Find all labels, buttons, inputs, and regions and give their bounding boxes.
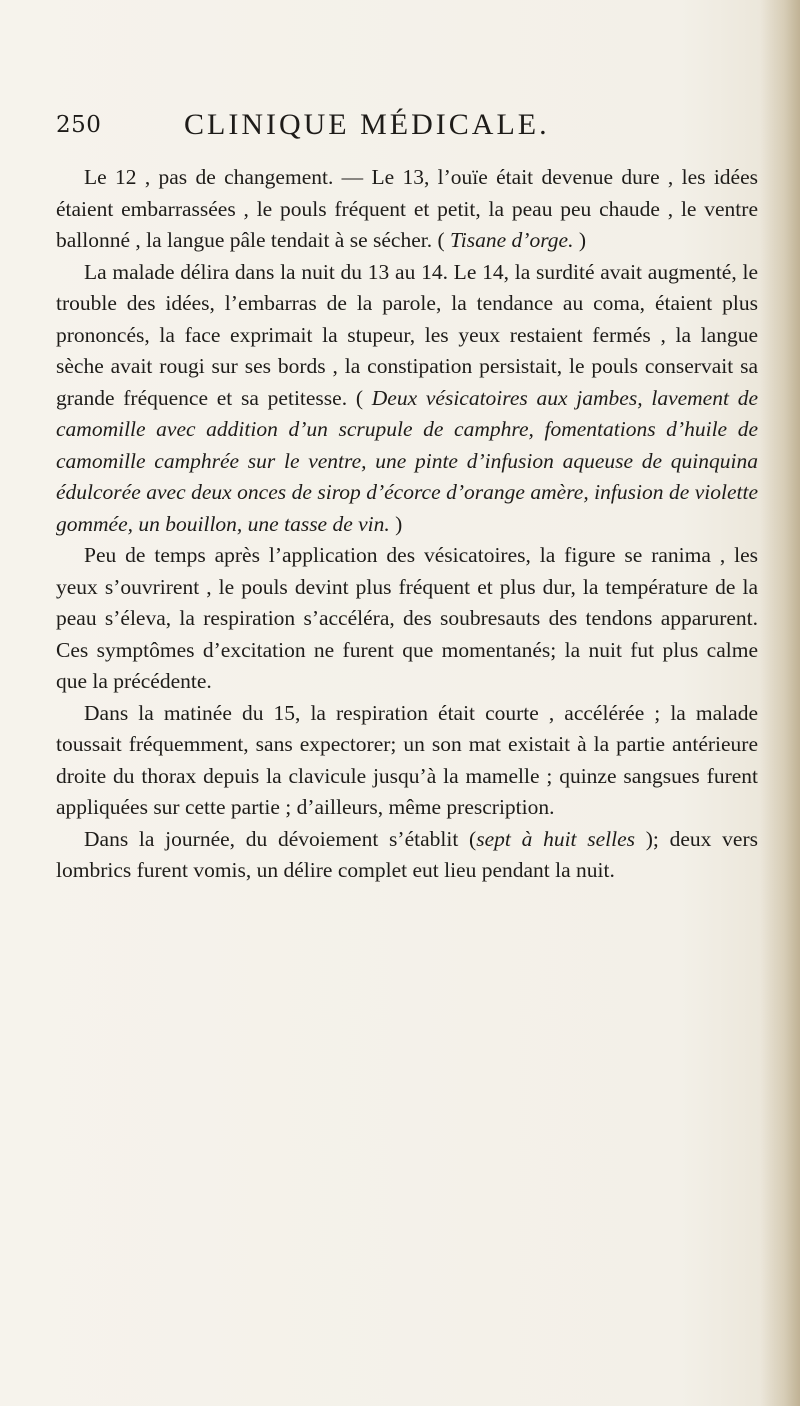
page-header <box>56 108 696 152</box>
italic-prescription: Tisane d’orge. <box>450 228 574 252</box>
italic-prescription: Deux vésicatoires aux jambes, lavement de camomille avec addition d’un scrupule de camphre, fomentations d’huile de camomille camphrée sur le ventre, une pinte d’infusion aqueuse de quinquina édulcorée avec deux onces de sirop d’écorce d’orange amère, infusion de violette gommée, un bouillon, une tasse de vin. <box>56 385 758 536</box>
body-text <box>56 162 758 887</box>
page-number: 250 <box>56 112 102 138</box>
running-title: CLINIQUE MÉDICALE. <box>184 108 550 141</box>
paragraph-3: Peu de temps après l’application des vésicatoires, la figure se ranima , les yeux s’ouvrirent , le pouls devint plus fréquent et plus dur, la température de la peau s’éleva, la respiration s’accéléra, des soubresauts des tendons apparurent. Ces symptômes d’excitation ne furent que momentanés; la nuit fut plus calme que la précédente. <box>56 543 758 693</box>
page-edge-shadow <box>760 0 800 1406</box>
paragraph-5: Dans la journée, du dévoiement s’établit (sept à huit selles ); deux vers lombrics furent vomis, un délire complet eut lieu pendant la nuit. <box>56 826 758 882</box>
paragraph-1: Le 12 , pas de changement. — Le 13, l’ouïe était devenue dure , les idées étaient embarrassées , le pouls fréquent et petit, la peau peu chaude , le ventre ballonné , la langue pâle tendait à se sécher. ( Tisane d’orge. ) <box>56 165 758 252</box>
italic-prescription: sept à huit selles <box>476 826 636 851</box>
paragraph-2: La malade délira dans la nuit du 13 au 14. Le 14, la surdité avait augmenté, le trouble des idées, l’embarras de la parole, la tendance au coma, étaient plus prononcés, la face exprimait la stupeur, les yeux restaient fermés , la langue sèche avait rougi sur ses bords , la constipation persistait, le pouls conservait sa grande fréquence et sa petitesse. ( Deux vésicatoires aux jambes, lavement de camomille avec addition d’un scrupule de camphre, fomentations d’huile de camomille camphrée sur le ventre, une pinte d’infusion aqueuse de quinquina édulcorée avec deux onces de sirop d’écorce d’orange amère, infusion de violette gommée, un bouillon, une tasse de vin. ) <box>56 259 758 536</box>
paragraph-4: Dans la matinée du 15, la respiration était courte , accélérée ; la malade toussait fréquemment, sans expectorer; un son mat existait à la partie antérieure droite du thorax depuis la clavicule jusqu’à la mamelle ; quinze sangsues furent appliquées sur cette partie ; d’ailleurs, même prescription. <box>56 700 758 819</box>
